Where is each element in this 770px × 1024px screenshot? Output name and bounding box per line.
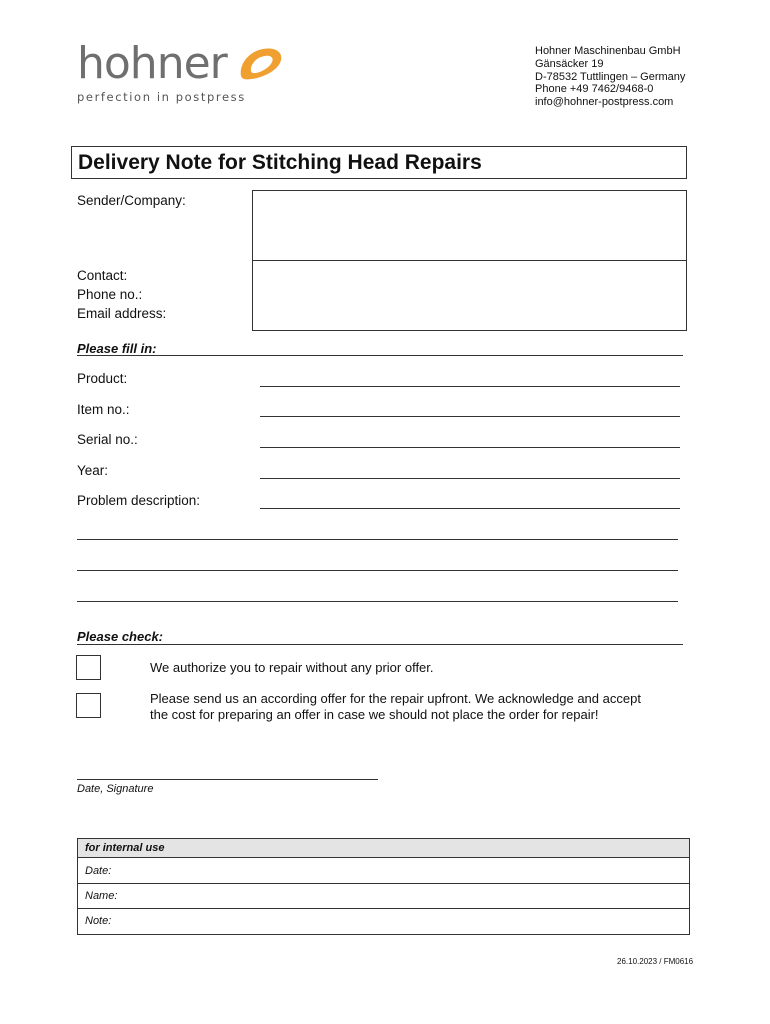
company-name: Hohner Maschinenbau GmbH bbox=[535, 45, 681, 57]
problem-description-line-4[interactable] bbox=[77, 601, 678, 602]
form-code: 26.10.2023 / FM0616 bbox=[617, 957, 694, 966]
year-label: Year: bbox=[77, 463, 109, 478]
check-heading: Please check: bbox=[77, 629, 164, 644]
logo-mark-icon bbox=[237, 46, 285, 82]
contact-details-field[interactable] bbox=[252, 260, 687, 331]
document-title: Delivery Note for Stitching Head Repairs bbox=[78, 151, 482, 174]
fill-in-heading: Please fill in: bbox=[77, 341, 157, 356]
request-offer-text bbox=[150, 691, 641, 723]
problem-description-field[interactable] bbox=[260, 508, 680, 509]
company-phone: Phone +49 7462/9468-0 bbox=[535, 83, 654, 96]
request-offer-text-line-2: the cost for preparing an offer in case we should not place the order for repair! bbox=[150, 707, 599, 722]
company-street: Gänsäcker 19 bbox=[535, 57, 604, 70]
sender-company-label: Sender/Company: bbox=[77, 193, 186, 208]
logo-tagline: perfection in postpress bbox=[77, 90, 246, 104]
authorize-repair-text: We authorize you to repair without any prior offer. bbox=[150, 660, 434, 675]
item-no-field[interactable] bbox=[260, 416, 680, 417]
hohner-logo bbox=[77, 38, 297, 108]
fill-in-rule bbox=[77, 355, 683, 356]
authorize-repair-checkbox[interactable] bbox=[76, 655, 101, 680]
serial-no-label: Serial no.: bbox=[77, 432, 138, 447]
company-address bbox=[535, 45, 685, 109]
problem-description-label: Problem description: bbox=[77, 493, 201, 508]
problem-description-line-3[interactable] bbox=[77, 570, 678, 571]
phone-label: Phone no.: bbox=[77, 287, 143, 302]
internal-use-table bbox=[77, 838, 690, 935]
document-title-box bbox=[71, 146, 687, 179]
serial-no-field[interactable] bbox=[260, 447, 680, 448]
signature-field[interactable] bbox=[77, 779, 378, 780]
request-offer-checkbox[interactable] bbox=[76, 693, 101, 718]
internal-use-heading: for internal use bbox=[78, 839, 689, 858]
problem-description-line-2[interactable] bbox=[77, 539, 678, 540]
sender-company-field[interactable] bbox=[252, 190, 687, 261]
request-offer-text-line-1: Please send us an according offer for the repair upfront. We acknowledge and accept bbox=[150, 691, 641, 706]
contact-label: Contact: bbox=[77, 268, 128, 283]
logo-wordmark: hohner bbox=[77, 38, 227, 89]
email-label: Email address: bbox=[77, 306, 167, 321]
signature-label: Date, Signature bbox=[77, 783, 154, 795]
check-rule bbox=[77, 644, 683, 645]
year-field[interactable] bbox=[260, 478, 680, 479]
company-email[interactable]: info@hohner-postpress.com bbox=[535, 96, 674, 109]
internal-note-row: Note: bbox=[85, 915, 112, 927]
internal-date-row: Date: bbox=[78, 858, 689, 884]
product-field[interactable] bbox=[260, 386, 680, 387]
product-label: Product: bbox=[77, 371, 128, 386]
item-no-label: Item no.: bbox=[77, 402, 130, 417]
company-city: D-78532 Tuttlingen – Germany bbox=[535, 70, 686, 83]
internal-name-row: Name: bbox=[78, 884, 689, 909]
